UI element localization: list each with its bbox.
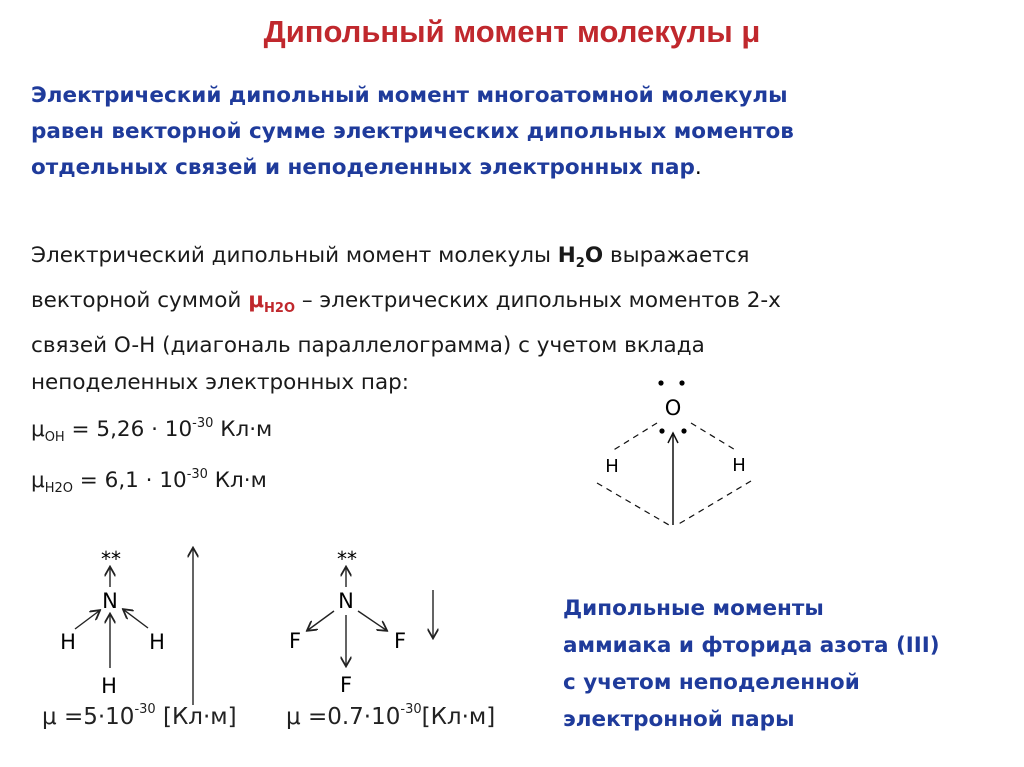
- nf3-n-label: N: [338, 589, 354, 613]
- mu-oh-value: $\mu_{OH} = 5,26 \cdot 10^{-30}$ Кл·м: [31, 416, 273, 445]
- nf3-lone-pair: **: [337, 547, 357, 571]
- o-lone-pair-dot: [658, 380, 663, 385]
- definition-paragraph: [31, 78, 1011, 186]
- nf3-f-bottom: F: [339, 673, 353, 697]
- nh3-h-right: H: [149, 630, 165, 654]
- mu-h2o-symbol: $\mu_{H2O}$: [248, 288, 295, 316]
- water-line: векторной суммой $\mu_{H2O}$ – электрических дипольных моментов 2-х: [31, 288, 781, 316]
- caption-line: электронной пары: [563, 707, 795, 732]
- nh3-diagram: [40, 535, 270, 705]
- nf3-f-left: F: [288, 629, 302, 653]
- nh3-lone-pair: **: [101, 547, 121, 571]
- h-right-label: H: [732, 455, 746, 476]
- caption-line: Дипольные моменты: [563, 596, 824, 621]
- definition-line: Электрический дипольный момент многоатомной молекулы: [31, 83, 788, 108]
- definition-end-dot: .: [694, 155, 702, 180]
- caption-line: с учетом неподеленной: [563, 670, 860, 695]
- nh3-h-left: H: [60, 630, 76, 654]
- o-atom-label: O: [664, 396, 682, 420]
- nh3-n-label: N: [102, 589, 118, 613]
- definition-line: отдельных связей и неподеленных электронных пар.: [31, 155, 702, 180]
- h-left-label: H: [605, 456, 619, 477]
- o-lone-pair-dot: [659, 428, 664, 433]
- slide-title: Дипольный момент молекулы μ: [263, 14, 761, 49]
- nh3-formula: $\mu =5\cdot 10^{-30}$ [Кл·м]: [42, 702, 237, 730]
- nf3-diagram: [275, 535, 475, 705]
- h2o-formula: $H_2O$: [557, 243, 604, 271]
- mu-h2o-value: $\mu_{H2O} = 6,1 \cdot 10^{-30}$ Кл·м: [31, 467, 267, 496]
- nf3-f-right: F: [393, 629, 407, 653]
- dipole-values: [31, 405, 272, 507]
- caption-paragraph: [563, 590, 1013, 738]
- definition-line: равен векторной сумме электрических дипольных моментов: [31, 119, 794, 144]
- water-line: неподеленных электронных пар:: [31, 370, 410, 395]
- o-lone-pair-dot: [679, 380, 684, 385]
- water-dipole-diagram: [585, 375, 775, 535]
- water-paragraph: [31, 237, 971, 401]
- water-line: связей O-H (диагональ параллелограмма) с учетом вклада: [31, 333, 705, 358]
- nh3-h-bottom: H: [101, 674, 117, 698]
- water-line: Электрический дипольный момент молекулы $H_2O$ выражается: [31, 243, 750, 271]
- nf3-formula: $\mu =0.7\cdot 10^{-30}[Кл\cdot м]$: [286, 702, 496, 730]
- o-lone-pair-dot: [681, 428, 686, 433]
- caption-line: аммиака и фторида азота (III): [563, 633, 940, 658]
